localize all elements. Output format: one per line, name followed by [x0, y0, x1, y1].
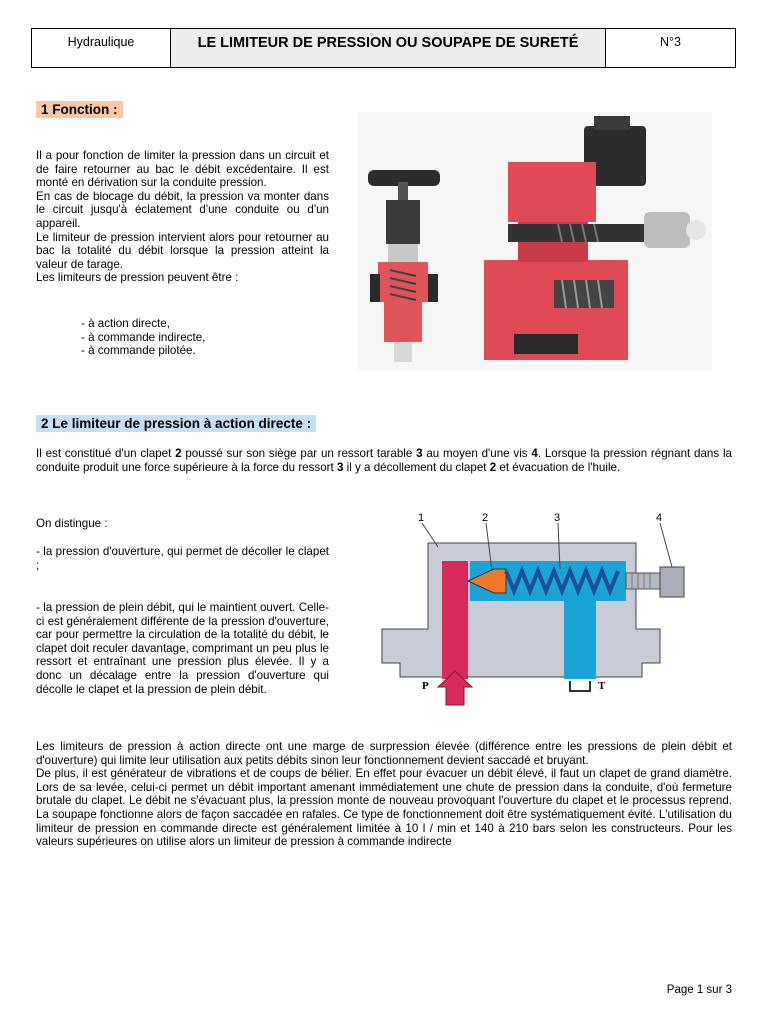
diagram-label-3: 3 — [554, 512, 561, 524]
return-channel — [564, 601, 596, 679]
header-number: N°3 — [660, 35, 681, 49]
section1-para: Il a pour fonction de limiter la pression dans un circuit et de faire retourner au bac le débit excédentaire. Il est monté en dérivation sur la conduite pression. — [36, 149, 329, 190]
adjust-screw — [626, 573, 660, 589]
list-item: - à commande indirecte, — [81, 330, 206, 344]
intro-ref-number: 4 — [531, 447, 538, 460]
direct-acting-valve-diagram — [360, 505, 712, 723]
intro-text: et évacuation de l'huile. — [496, 460, 621, 474]
section2-conclusion — [36, 740, 732, 849]
intro-ref-number: 3 — [416, 447, 423, 460]
section1-para: Le limiteur de pression intervient alors pour retourner au bac la totalité du débit lorsque la pression atteint la valeur de tarage. — [36, 230, 329, 271]
diagram-label-2: 2 — [482, 512, 489, 524]
full-flow-pressure-text: - la pression de plein débit, qui le maintient ouvert. Celle-ci est généralement différente de la pression d'ouverture, car pour permettre la circulation de la totalité du débit, le clapet doit reculer davantage, comprimant un peu plus le ressort et entraînant une pression plus élevée. Il y a donc un décalage entre la pression d'ouverture qui décolle le clapet et la pression de plein débit. — [36, 601, 329, 696]
page-number: Page 1 sur 3 — [666, 984, 732, 996]
distinguish-label: On distingue : — [36, 517, 108, 530]
intro-text: . Lorsque la pression régnant dans la conduite produit une force supérieure à la force du ressort — [36, 447, 732, 474]
intro-text: poussé sur son siège par un ressort tarable — [181, 447, 417, 460]
header-table — [31, 28, 736, 68]
section1-list — [81, 317, 205, 358]
conclusion-para: Les limiteurs de pression à action directe ont une marge de surpression élevée (différence entre les pressions de plein débit et d'ouverture) qui limite leur utilisation aux petits débits sinon leur fonctionnement devient saccadé et bruyant. — [36, 740, 732, 767]
opening-pressure-text: - la pression d'ouverture, qui permet de décoller le clapet ; — [36, 545, 329, 572]
intro-ref-number: 2 — [175, 447, 182, 460]
list-item: - à action directe, — [81, 317, 170, 330]
section1-heading: 1 Fonction : — [36, 101, 123, 118]
section1-para: Les limiteurs de pression peuvent être : — [36, 271, 239, 285]
port-t-label: T — [598, 680, 606, 692]
screw-head — [660, 567, 684, 597]
section1-text — [36, 149, 329, 285]
header-subject: Hydraulique — [32, 29, 171, 67]
diagram-label-4: 4 — [656, 512, 663, 524]
port-p-label: P — [422, 680, 429, 692]
conclusion-para: De plus, il est générateur de vibrations et de coups de bélier. En effet pour évacuer un débit élevé, il faut un clapet de grand diamètre. Lors de sa levée, celui-ci permet un débit important amenant immédiatement une chute de pression dans la conduite, d'où fermeture brutale du clapet. Le débit ne s'évacuant plus, la pression monte de nouveau provoquant l'ouverture du clapet et le processus reprend. La soupape fonctionne alors de façon saccadée en rafales. Ce type de fonctionnement doit être systématiquement évité. L'utilisation du limiteur de pression en commande directe est généralement limitée à 10 l / min et 140 à 210 bars selon les constructeurs. Pour les valeurs supérieures on utilise alors un limiteur de pression à commande indirecte — [36, 767, 732, 849]
section1-para: En cas de blocage du débit, la pression va monter dans le circuit jusqu'à éclatement d'une conduite ou d'un appareil. — [36, 189, 329, 230]
intro-text: Il est constitué d'un clapet — [36, 447, 176, 460]
pressure-channel — [442, 561, 468, 679]
header-title: LE LIMITEUR DE PRESSION OU SOUPAPE DE SURETÉ — [171, 29, 606, 67]
section2-intro — [36, 447, 732, 474]
diagram-label-1: 1 — [418, 512, 425, 524]
intro-text: il y a décollement du clapet — [343, 460, 490, 474]
valve-photo — [358, 112, 712, 370]
section2-heading: 2 Le limiteur de pression à action directe : — [36, 415, 316, 432]
intro-ref-number: 3 — [336, 460, 344, 474]
list-item: - à commande pilotée. — [81, 344, 196, 358]
intro-text: au moyen d'une vis — [422, 447, 532, 460]
intro-ref-number: 2 — [489, 460, 497, 474]
